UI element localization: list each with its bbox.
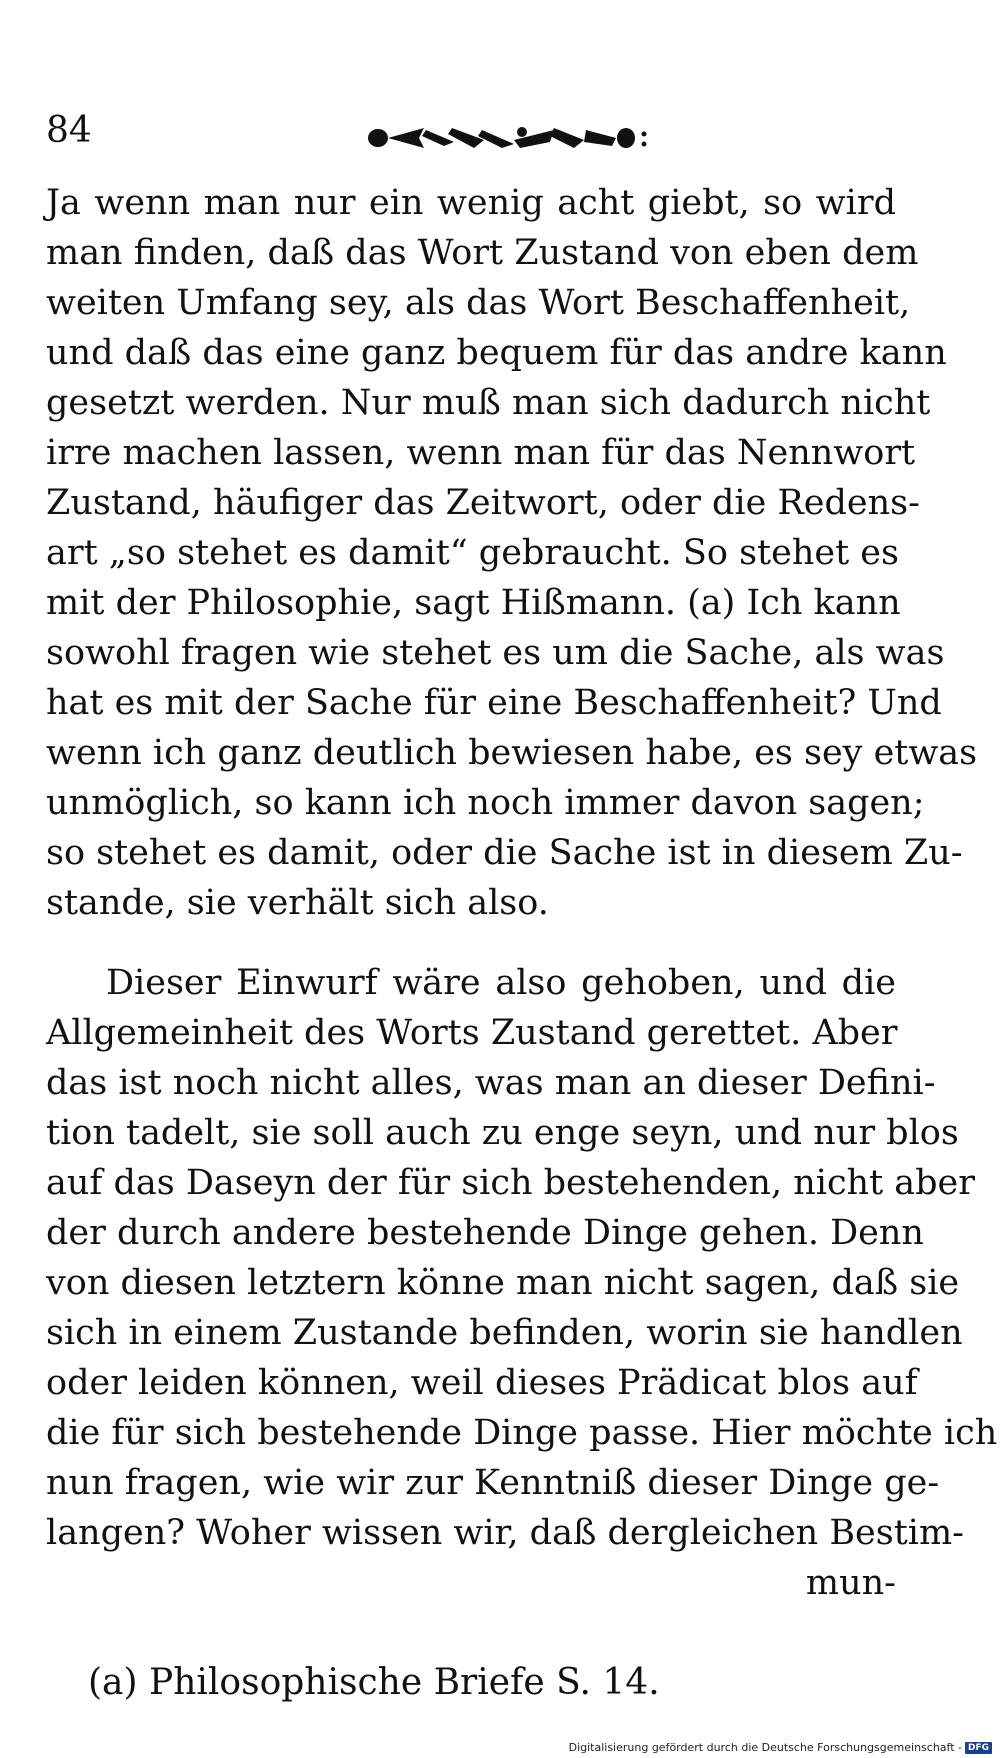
- text-line: oder leiden können, weil dieses Prädicat blos auf: [46, 1363, 918, 1403]
- text-line: weiten Umfang sey, als das Wort Beschaffenheit,: [46, 283, 911, 323]
- text-line: tion tadelt, sie soll auch zu enge seyn, und nur blos: [46, 1113, 959, 1153]
- text-line: das ist noch nicht alles, was man an dieser Defini-: [46, 1063, 936, 1103]
- text-line: so stehet es damit, oder die Sache ist in diesem Zu-: [46, 833, 963, 873]
- footnote: (a) Philosophische Briefe S. 14.: [88, 1662, 660, 1703]
- text-line: Allgemeinheit des Worts Zustand gerettet. Aber: [46, 1013, 898, 1053]
- credit-text: Digitalisierung gefördert durch die Deutsche Forschungsgemeinschaft -: [568, 1741, 962, 1754]
- text-line: hat es mit der Sache für eine Beschaffenheit? Und: [46, 683, 942, 723]
- text-line: irre machen lassen, wenn man für das Nennwort: [46, 433, 916, 473]
- text-line: auf das Daseyn der für sich bestehenden, nicht aber: [46, 1163, 975, 1203]
- dfg-logo[interactable]: DFG: [965, 1742, 992, 1754]
- digitization-credit: [569, 1741, 992, 1754]
- text-line: gesetzt werden. Nur muß man sich dadurch nicht: [46, 383, 931, 423]
- text-line: wenn ich ganz deutlich bewiesen habe, es sey etwas: [46, 733, 978, 773]
- text-line: stande, sie verhält sich also.: [46, 883, 549, 923]
- text-line: der durch andere bestehende Dinge gehen. Denn: [46, 1213, 924, 1253]
- text-line: Dieser Einwurf wäre also gehoben, und die: [106, 963, 896, 1003]
- paragraph: [46, 958, 998, 1608]
- text-line: nun fragen, wie wir zur Kenntniß dieser Dinge ge-: [46, 1463, 940, 1503]
- text-line: langen? Woher wissen wir, daß dergleichen Bestim-: [46, 1513, 964, 1553]
- body-text: [46, 178, 998, 1608]
- text-line: mit der Philosophie, sagt Hißmann. (a) Ich kann: [46, 583, 901, 623]
- text-line: art „so stehet es damit“ gebraucht. So stehet es: [46, 533, 899, 573]
- printer-ornament-icon: [364, 120, 654, 156]
- text-line: und daß das eine ganz bequem für das andre kann: [46, 333, 947, 373]
- text-line: sich in einem Zustande befinden, worin sie handlen: [46, 1313, 963, 1353]
- text-line: sowohl fragen wie stehet es um die Sache, als was: [46, 633, 945, 673]
- text-line: unmöglich, so kann ich noch immer davon sagen;: [46, 783, 925, 823]
- text-line: Zustand, häufiger das Zeitwort, oder die Redens-: [46, 483, 920, 523]
- text-line: Ja wenn man nur ein wenig acht giebt, so wird: [46, 183, 896, 223]
- text-line: von diesen letztern könne man nicht sagen, daß sie: [46, 1263, 960, 1303]
- catchword: mun-: [805, 1563, 896, 1603]
- text-line: man finden, daß das Wort Zustand von eben dem: [46, 233, 919, 273]
- text-line: die für sich bestehende Dinge passe. Hier möchte ich: [46, 1413, 998, 1453]
- page-header: [46, 110, 896, 170]
- page-number: 84: [46, 110, 92, 151]
